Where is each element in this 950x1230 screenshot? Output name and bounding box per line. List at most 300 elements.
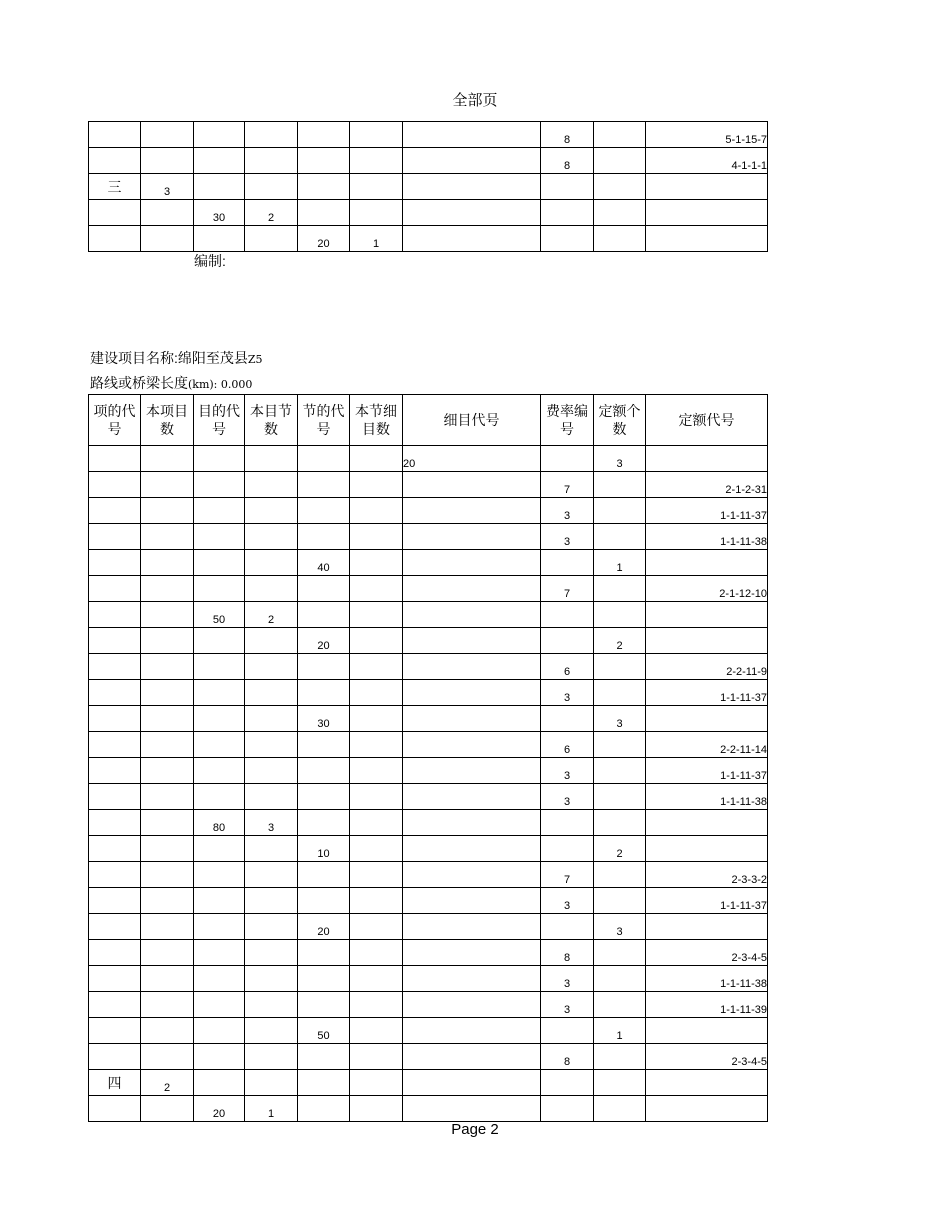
table-cell — [350, 628, 403, 654]
table-cell — [541, 200, 594, 226]
table-row — [89, 888, 768, 914]
table-cell: 30 — [194, 200, 245, 226]
table-cell: 四 — [89, 1070, 141, 1096]
table-cell — [350, 550, 403, 576]
table-cell — [646, 226, 768, 252]
table-cell — [350, 784, 403, 810]
table-cell — [141, 836, 194, 862]
table-cell: 1-1-11-37 — [646, 758, 768, 784]
table-cell — [298, 784, 350, 810]
table-cell — [141, 472, 194, 498]
table-cell — [89, 524, 141, 550]
table-cell — [350, 472, 403, 498]
table-row — [89, 758, 768, 784]
table-cell — [89, 1018, 141, 1044]
table-cell — [350, 732, 403, 758]
table-cell — [298, 862, 350, 888]
table-cell — [245, 122, 298, 148]
table-cell — [89, 966, 141, 992]
table-row — [89, 550, 768, 576]
table-cell — [194, 836, 245, 862]
table-cell — [350, 122, 403, 148]
table-cell — [89, 1044, 141, 1070]
table-cell — [89, 602, 141, 628]
table-cell — [89, 732, 141, 758]
column-header: 定额个数 — [594, 395, 646, 446]
table-cell: 2-1-12-10 — [646, 576, 768, 602]
table-cell — [245, 498, 298, 524]
table-cell: 20 — [298, 914, 350, 940]
table-cell — [298, 654, 350, 680]
table-cell: 3 — [541, 680, 594, 706]
table-cell — [245, 706, 298, 732]
table-cell: 20 — [403, 446, 541, 472]
table-cell — [350, 758, 403, 784]
table-cell — [89, 680, 141, 706]
table-cell — [403, 914, 541, 940]
table-cell — [245, 732, 298, 758]
table-cell — [141, 810, 194, 836]
table-cell: 30 — [298, 706, 350, 732]
table-cell: 8 — [541, 940, 594, 966]
table-cell — [245, 888, 298, 914]
table-cell — [350, 1096, 403, 1122]
table-cell — [350, 446, 403, 472]
table-cell — [245, 628, 298, 654]
table-cell — [403, 200, 541, 226]
table-cell — [245, 654, 298, 680]
table-cell — [141, 602, 194, 628]
table-cell — [403, 992, 541, 1018]
table-cell — [89, 200, 141, 226]
table-cell — [646, 174, 768, 200]
table-cell — [89, 940, 141, 966]
table-cell — [141, 200, 194, 226]
table-cell — [89, 706, 141, 732]
table-cell — [141, 784, 194, 810]
table-cell — [141, 1044, 194, 1070]
table-cell: 2-2-11-14 — [646, 732, 768, 758]
table-cell: 2 — [245, 200, 298, 226]
table-cell — [350, 524, 403, 550]
table-cell — [194, 680, 245, 706]
table-cell: 1-1-11-38 — [646, 784, 768, 810]
table-cell: 1-1-11-38 — [646, 524, 768, 550]
table-cell — [89, 148, 141, 174]
route-length-label: 路线或桥梁长度 — [90, 375, 188, 391]
table-cell — [646, 550, 768, 576]
table-cell — [245, 966, 298, 992]
table-cell — [298, 1044, 350, 1070]
table-cell — [403, 602, 541, 628]
table-cell — [194, 1018, 245, 1044]
table-cell — [245, 1070, 298, 1096]
table-cell — [298, 940, 350, 966]
table-cell — [89, 758, 141, 784]
table-row — [89, 524, 768, 550]
table-cell — [646, 1070, 768, 1096]
table-cell — [194, 784, 245, 810]
table-cell — [194, 226, 245, 252]
table-cell: 6 — [541, 654, 594, 680]
table-cell — [245, 784, 298, 810]
table-cell — [350, 148, 403, 174]
table-cell — [141, 1018, 194, 1044]
table-cell — [141, 732, 194, 758]
table-row — [89, 148, 768, 174]
table-cell — [350, 1044, 403, 1070]
table-cell — [403, 966, 541, 992]
table-cell: 1 — [594, 550, 646, 576]
table-row — [89, 1018, 768, 1044]
table-cell — [594, 680, 646, 706]
project-name-label: 建设项目名称:绵阳至茂县 — [90, 350, 248, 366]
table-cell: 7 — [541, 576, 594, 602]
table-cell — [403, 174, 541, 200]
table-cell — [245, 524, 298, 550]
table-cell — [594, 576, 646, 602]
table-cell — [594, 498, 646, 524]
table-cell: 5-1-15-7 — [646, 122, 768, 148]
table-cell — [298, 1070, 350, 1096]
table-cell — [141, 1096, 194, 1122]
route-length-line — [90, 373, 252, 393]
column-header: 目的代号 — [194, 395, 245, 446]
table-cell — [350, 654, 403, 680]
table-cell — [245, 836, 298, 862]
table-cell — [298, 602, 350, 628]
table-cell — [141, 758, 194, 784]
table-cell: 3 — [594, 706, 646, 732]
table-cell — [594, 810, 646, 836]
table-cell — [350, 810, 403, 836]
table-cell — [350, 888, 403, 914]
table-row — [89, 992, 768, 1018]
table-cell: 1-1-11-38 — [646, 966, 768, 992]
column-header: 本目节数 — [245, 395, 298, 446]
table-cell — [141, 888, 194, 914]
table-cell: 7 — [541, 862, 594, 888]
table-cell: 1-1-11-39 — [646, 992, 768, 1018]
table-cell — [350, 940, 403, 966]
table-cell — [194, 148, 245, 174]
table-cell — [141, 654, 194, 680]
table-cell — [89, 226, 141, 252]
table-cell — [194, 472, 245, 498]
table-row — [89, 966, 768, 992]
column-header: 费率编号 — [541, 395, 594, 446]
table-cell — [89, 836, 141, 862]
table-cell — [646, 200, 768, 226]
table-cell — [298, 200, 350, 226]
table-cell: 2-3-4-5 — [646, 1044, 768, 1070]
table-cell — [646, 446, 768, 472]
table-cell — [141, 498, 194, 524]
table-cell — [541, 602, 594, 628]
table-cell — [594, 654, 646, 680]
table-row — [89, 810, 768, 836]
table-cell — [194, 706, 245, 732]
table-cell — [403, 888, 541, 914]
table-cell — [89, 810, 141, 836]
table-cell — [403, 1044, 541, 1070]
table-cell: 20 — [298, 628, 350, 654]
table-row — [89, 174, 768, 200]
table-cell: 8 — [541, 148, 594, 174]
table-cell — [594, 862, 646, 888]
table-cell — [594, 940, 646, 966]
table-row — [89, 784, 768, 810]
table-cell — [141, 992, 194, 1018]
table-cell: 10 — [298, 836, 350, 862]
table-cell: 2 — [594, 836, 646, 862]
table-row — [89, 1096, 768, 1122]
table-cell — [403, 732, 541, 758]
table-cell — [89, 576, 141, 602]
table-cell — [541, 1096, 594, 1122]
table-cell: 3 — [541, 498, 594, 524]
project-name-line — [90, 348, 263, 368]
table-cell: 1 — [350, 226, 403, 252]
table-row — [89, 862, 768, 888]
table-cell — [594, 524, 646, 550]
column-header: 项的代号 — [89, 395, 141, 446]
table-cell — [403, 862, 541, 888]
table-cell — [141, 914, 194, 940]
table-cell — [594, 226, 646, 252]
table-cell: 3 — [541, 758, 594, 784]
table-cell — [594, 992, 646, 1018]
table-cell — [541, 706, 594, 732]
table-cell — [541, 226, 594, 252]
table-cell — [141, 940, 194, 966]
table-cell: 3 — [245, 810, 298, 836]
table-cell — [646, 1018, 768, 1044]
table-cell — [194, 992, 245, 1018]
table-cell — [245, 148, 298, 174]
table-cell: 3 — [594, 446, 646, 472]
table-cell — [350, 174, 403, 200]
table-cell — [298, 758, 350, 784]
table-row — [89, 680, 768, 706]
table-cell — [89, 862, 141, 888]
table-cell — [350, 1070, 403, 1096]
table-cell — [646, 836, 768, 862]
table-cell: 3 — [541, 966, 594, 992]
table-cell — [194, 966, 245, 992]
column-header: 定额代号 — [646, 395, 768, 446]
table-cell — [594, 148, 646, 174]
table-cell: 4-1-1-1 — [646, 148, 768, 174]
table-cell — [350, 966, 403, 992]
table-cell — [298, 732, 350, 758]
table-cell — [245, 472, 298, 498]
table-cell — [594, 1096, 646, 1122]
table-cell — [403, 1018, 541, 1044]
table-cell — [141, 524, 194, 550]
table-cell — [194, 122, 245, 148]
table-cell — [646, 914, 768, 940]
table-cell — [194, 174, 245, 200]
table-cell: 20 — [298, 226, 350, 252]
table-cell — [403, 836, 541, 862]
table-cell — [245, 862, 298, 888]
table-cell: 8 — [541, 1044, 594, 1070]
table-cell: 50 — [194, 602, 245, 628]
table-cell — [245, 680, 298, 706]
table-cell — [245, 1044, 298, 1070]
table-cell — [403, 550, 541, 576]
table-cell — [194, 1070, 245, 1096]
table-cell — [245, 992, 298, 1018]
table-cell — [89, 498, 141, 524]
table-cell — [194, 524, 245, 550]
table-cell — [403, 706, 541, 732]
table-cell: 1-1-11-37 — [646, 888, 768, 914]
page-footer: Page 2 — [451, 1121, 499, 1138]
table-cell — [89, 654, 141, 680]
table-row — [89, 602, 768, 628]
table-cell — [194, 732, 245, 758]
table-cell — [403, 226, 541, 252]
table-cell — [141, 576, 194, 602]
table-cell — [594, 758, 646, 784]
table-cell — [194, 550, 245, 576]
table-cell — [194, 1044, 245, 1070]
table-cell: 三 — [89, 174, 141, 200]
column-header: 细目代号 — [403, 395, 541, 446]
table-cell: 6 — [541, 732, 594, 758]
table-cell — [89, 784, 141, 810]
table-row — [89, 226, 768, 252]
table-cell — [194, 940, 245, 966]
table-row — [89, 628, 768, 654]
table-cell — [541, 1018, 594, 1044]
table-cell: 1 — [594, 1018, 646, 1044]
table-cell — [194, 654, 245, 680]
table-cell: 2-3-4-5 — [646, 940, 768, 966]
table-cell — [194, 758, 245, 784]
table-cell — [646, 628, 768, 654]
table-cell — [298, 966, 350, 992]
table-cell — [194, 914, 245, 940]
table-cell: 7 — [541, 472, 594, 498]
table-cell — [403, 524, 541, 550]
table-cell — [646, 602, 768, 628]
table-cell — [245, 1018, 298, 1044]
table-cell — [594, 122, 646, 148]
table-row — [89, 914, 768, 940]
table-cell — [89, 992, 141, 1018]
table-cell — [594, 174, 646, 200]
table-cell — [89, 914, 141, 940]
table-header-row — [89, 395, 768, 446]
table-cell — [141, 226, 194, 252]
table-cell — [541, 174, 594, 200]
table-cell — [350, 200, 403, 226]
table-cell — [403, 1096, 541, 1122]
table-cell — [245, 940, 298, 966]
table-cell — [89, 472, 141, 498]
table-cell: 50 — [298, 1018, 350, 1044]
table-row — [89, 576, 768, 602]
table-row — [89, 1070, 768, 1096]
table-cell — [245, 576, 298, 602]
table-cell — [350, 836, 403, 862]
table-cell: 2 — [245, 602, 298, 628]
table-cell — [245, 550, 298, 576]
table-cell — [141, 122, 194, 148]
table-cell — [298, 888, 350, 914]
table-cell — [89, 446, 141, 472]
compiled-by-label: 编制: — [194, 253, 226, 269]
table-cell — [403, 680, 541, 706]
table-cell — [141, 862, 194, 888]
table-cell — [403, 122, 541, 148]
table-cell — [403, 758, 541, 784]
table-cell: 2 — [141, 1070, 194, 1096]
table-cell: 2 — [594, 628, 646, 654]
table-cell — [298, 446, 350, 472]
table-cell — [298, 1096, 350, 1122]
table-cell — [350, 680, 403, 706]
page-header: 全部页 — [452, 92, 498, 109]
table-cell — [194, 498, 245, 524]
table-cell — [141, 446, 194, 472]
table-cell — [194, 888, 245, 914]
route-length-value: (km): 0.000 — [188, 378, 253, 391]
table-cell — [298, 680, 350, 706]
table-cell — [245, 758, 298, 784]
table-cell — [403, 810, 541, 836]
table-cell — [403, 148, 541, 174]
table-cell — [541, 550, 594, 576]
table-cell — [298, 524, 350, 550]
table-cell — [141, 966, 194, 992]
table-cell: 2-3-3-2 — [646, 862, 768, 888]
table-cell — [594, 602, 646, 628]
table-cell — [350, 706, 403, 732]
table-cell — [89, 122, 141, 148]
table-cell — [89, 888, 141, 914]
table-cell — [298, 810, 350, 836]
table-cell — [594, 472, 646, 498]
table-row — [89, 706, 768, 732]
table-cell — [350, 862, 403, 888]
main-table — [88, 394, 768, 1122]
table-cell — [646, 706, 768, 732]
table-cell — [194, 446, 245, 472]
table-cell — [141, 148, 194, 174]
table-cell — [141, 550, 194, 576]
table-cell — [194, 628, 245, 654]
table-cell — [594, 732, 646, 758]
table-cell — [89, 1096, 141, 1122]
table-cell: 3 — [541, 992, 594, 1018]
column-header: 节的代号 — [298, 395, 350, 446]
table-cell — [350, 992, 403, 1018]
table-cell — [350, 602, 403, 628]
table-cell: 3 — [141, 174, 194, 200]
table-cell — [403, 576, 541, 602]
column-header: 本项目数 — [141, 395, 194, 446]
table-row — [89, 836, 768, 862]
table-row — [89, 472, 768, 498]
table-cell — [350, 498, 403, 524]
table-cell — [89, 628, 141, 654]
table-cell — [298, 148, 350, 174]
table-cell — [298, 472, 350, 498]
